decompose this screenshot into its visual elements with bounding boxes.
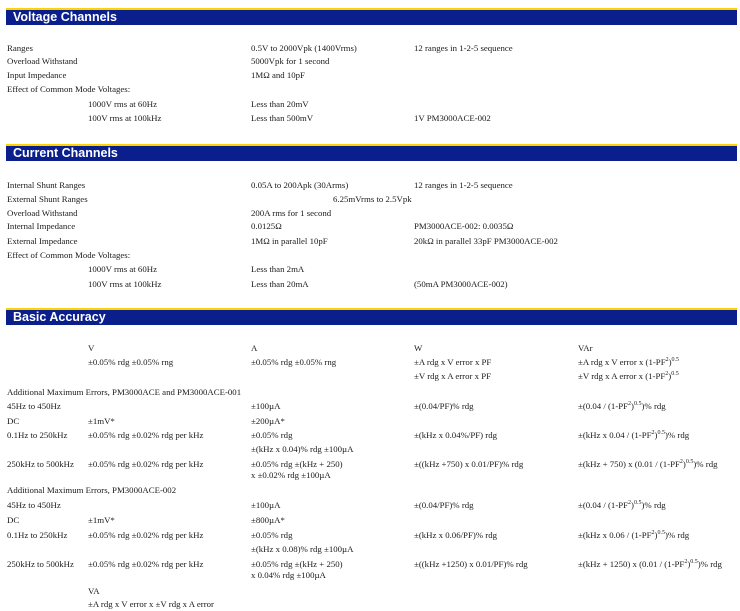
current-internal-shunt-note: 12 ranges in 1-2-5 sequence xyxy=(414,180,513,190)
current-cm2-label: 100V rms at 100kHz xyxy=(88,279,162,289)
voltage-cm-label: Effect of Common Mode Voltages: xyxy=(7,84,131,94)
current-internal-imp-note: PM3000ACE-002: 0.0035Ω xyxy=(414,221,514,231)
s2-r4-a-2: x 0.04% rdg ±100µA xyxy=(251,570,326,580)
s1-r3-var: ±(kHz x $0.04 / (1-PF^2)^{0.5})\%$ rdg xyxy=(578,430,690,440)
current-overload-label: Overload Withstand xyxy=(7,208,78,218)
s1-r1-var: $\pm(0.04 / (1-PF^2)^{0.5})\%$ rdg xyxy=(578,401,666,411)
current-cm-label: Effect of Common Mode Voltages: xyxy=(7,250,131,260)
va-label: VA xyxy=(88,586,100,596)
current-external-shunt-value: 6.25mVrms to 2.5Vpk xyxy=(333,194,412,204)
s1-r1-a: ±100µA xyxy=(251,401,281,411)
s1-r2-v: ±1mV* xyxy=(88,416,115,426)
section1-title: Additional Maximum Errors, PM3000ACE and PM3000ACE-001 xyxy=(7,387,242,397)
current-external-imp-note: 20kΩ in parallel 33pF PM3000ACE-002 xyxy=(414,236,558,246)
current-cm1-value: Less than 2mA xyxy=(251,264,305,274)
current-internal-shunt-value: 0.05A to 200Apk (30Arms) xyxy=(251,180,349,190)
col-header-w: W xyxy=(414,343,423,353)
voltage-cm1-value: Less than 20mV xyxy=(251,99,309,109)
current-channels-header: Current Channels xyxy=(6,144,737,161)
s1-r2-label: DC xyxy=(7,416,20,426)
voltage-overload-label: Overload Withstand xyxy=(7,56,78,66)
s2-r3-v: ±0.05% rdg ±0.02% rdg per kHz xyxy=(88,530,204,540)
s1-r3-w: ±(kHz x 0.04%/PF) rdg xyxy=(414,430,498,440)
s2-r4-var: ±(kHz + 1250) x $(0.01 / (1-PF^2)^{0.5})\%$ rdg xyxy=(578,559,722,569)
s2-r3-a-1: ±0.05% rdg xyxy=(251,530,293,540)
current-external-shunt-label: External Shunt Ranges xyxy=(7,194,88,204)
s2-r4-label: 250kHz to 500kHz xyxy=(7,559,74,569)
col-header-a: A xyxy=(251,343,258,353)
s1-r3-label: 0.1Hz to 250kHz xyxy=(7,430,68,440)
voltage-ranges-value: 0.5V to 2000Vpk (1400Vrms) xyxy=(251,43,357,53)
current-overload-value: 200A rms for 1 second xyxy=(251,208,332,218)
voltage-impedance-label: Input Impedance xyxy=(7,70,67,80)
s1-r4-v: ±0.05% rdg ±0.02% rdg per kHz xyxy=(88,459,204,469)
voltage-overload-value: 5000Vpk for 1 second xyxy=(251,56,330,66)
s1-r1-label: 45Hz to 450Hz xyxy=(7,401,61,411)
base-v: ±0.05% rdg ±0.05% rng xyxy=(88,357,174,367)
s2-r3-a-2: ±(kHz x 0.08)% rdg ±100µA xyxy=(251,544,354,554)
s1-r4-a-1: ±0.05% rdg ±(kHz + 250) xyxy=(251,459,343,469)
voltage-cm2-label: 100V rms at 100kHz xyxy=(88,113,162,123)
col-header-var: VAr xyxy=(578,343,593,353)
base-w-2: ±V rdg x A error x PF xyxy=(414,371,491,381)
s2-r4-a-1: ±0.05% rdg ±(kHz + 250) xyxy=(251,559,343,569)
s2-r2-label: DC xyxy=(7,515,20,525)
s2-r1-a: ±100µA xyxy=(251,500,281,510)
s1-r4-w: ±((kHz +750) x 0.01/PF)% rdg xyxy=(414,459,524,469)
basic-accuracy-header: Basic Accuracy xyxy=(6,308,737,325)
s2-r2-v: ±1mV* xyxy=(88,515,115,525)
base-var-2: ±V rdg x A error x $(1-PF^2)^{0.5}$ xyxy=(578,371,679,381)
current-cm2-note: (50mA PM3000ACE-002) xyxy=(414,279,508,289)
voltage-cm2-note: 1V PM3000ACE-002 xyxy=(414,113,491,123)
col-header-v: V xyxy=(88,343,95,353)
current-external-imp-value: 1MΩ in parallel 10pF xyxy=(251,236,328,246)
current-external-imp-label: External Impedance xyxy=(7,236,78,246)
current-internal-imp-value: 0.0125Ω xyxy=(251,221,282,231)
s1-r2-a: ±200µA* xyxy=(251,416,285,426)
current-cm2-value: Less than 20mA xyxy=(251,279,309,289)
voltage-ranges-label: Ranges xyxy=(7,43,33,53)
s2-r4-v: ±0.05% rdg ±0.02% rdg per kHz xyxy=(88,559,204,569)
voltage-cm2-value: Less than 500mV xyxy=(251,113,314,123)
base-a: ±0.05% rdg ±0.05% rng xyxy=(251,357,337,367)
base-w-1: ±A rdg x V error x PF xyxy=(414,357,492,367)
section2-title: Additional Maximum Errors, PM3000ACE-002 xyxy=(7,485,177,495)
s2-r4-w: ±((kHz +1250) x 0.01/PF)% rdg xyxy=(414,559,528,569)
s1-r1-w: ±(0.04/PF)% rdg xyxy=(414,401,474,411)
current-internal-shunt-label: Internal Shunt Ranges xyxy=(7,180,86,190)
va-value: ±A rdg x V error x ±V rdg x A error xyxy=(88,599,214,609)
s2-r1-var: $\pm(0.04 / (1-PF^2)^{0.5})\%$ rdg xyxy=(578,500,666,510)
s1-r3-v: ±0.05% rdg ±0.02% rdg per kHz xyxy=(88,430,204,440)
current-cm1-label: 1000V rms at 60Hz xyxy=(88,264,157,274)
current-internal-imp-label: Internal Impedance xyxy=(7,221,76,231)
s1-r4-label: 250kHz to 500kHz xyxy=(7,459,74,469)
s1-r3-a-1: ±0.05% rdg xyxy=(251,430,293,440)
voltage-ranges-note: 12 ranges in 1-2-5 sequence xyxy=(414,43,513,53)
s1-r4-var: ±(kHz + 750) x $(0.01 / (1-PF^2)^{0.5})\%$ rdg xyxy=(578,459,718,469)
s1-r3-a-2: ±(kHz x 0.04)% rdg ±100µA xyxy=(251,444,354,454)
voltage-cm1-label: 1000V rms at 60Hz xyxy=(88,99,157,109)
s2-r3-label: 0.1Hz to 250kHz xyxy=(7,530,68,540)
s2-r3-w: ±(kHz x 0.06/PF)% rdg xyxy=(414,530,498,540)
s2-r1-label: 45Hz to 450Hz xyxy=(7,500,61,510)
s1-r4-a-2: x ±0.02% rdg ±100µA xyxy=(251,470,331,480)
s2-r3-var: ±(kHz x $0.06 / (1-PF^2)^{0.5})\%$ rdg xyxy=(578,530,690,540)
s2-r2-a: ±800µA* xyxy=(251,515,285,525)
voltage-channels-header: Voltage Channels xyxy=(6,8,737,25)
voltage-impedance-value: 1MΩ and 10pF xyxy=(251,70,305,80)
s2-r1-w: ±(0.04/PF)% rdg xyxy=(414,500,474,510)
base-var-1: ±A rdg x V error x $(1-PF^2)^{0.5}$ xyxy=(578,357,680,367)
